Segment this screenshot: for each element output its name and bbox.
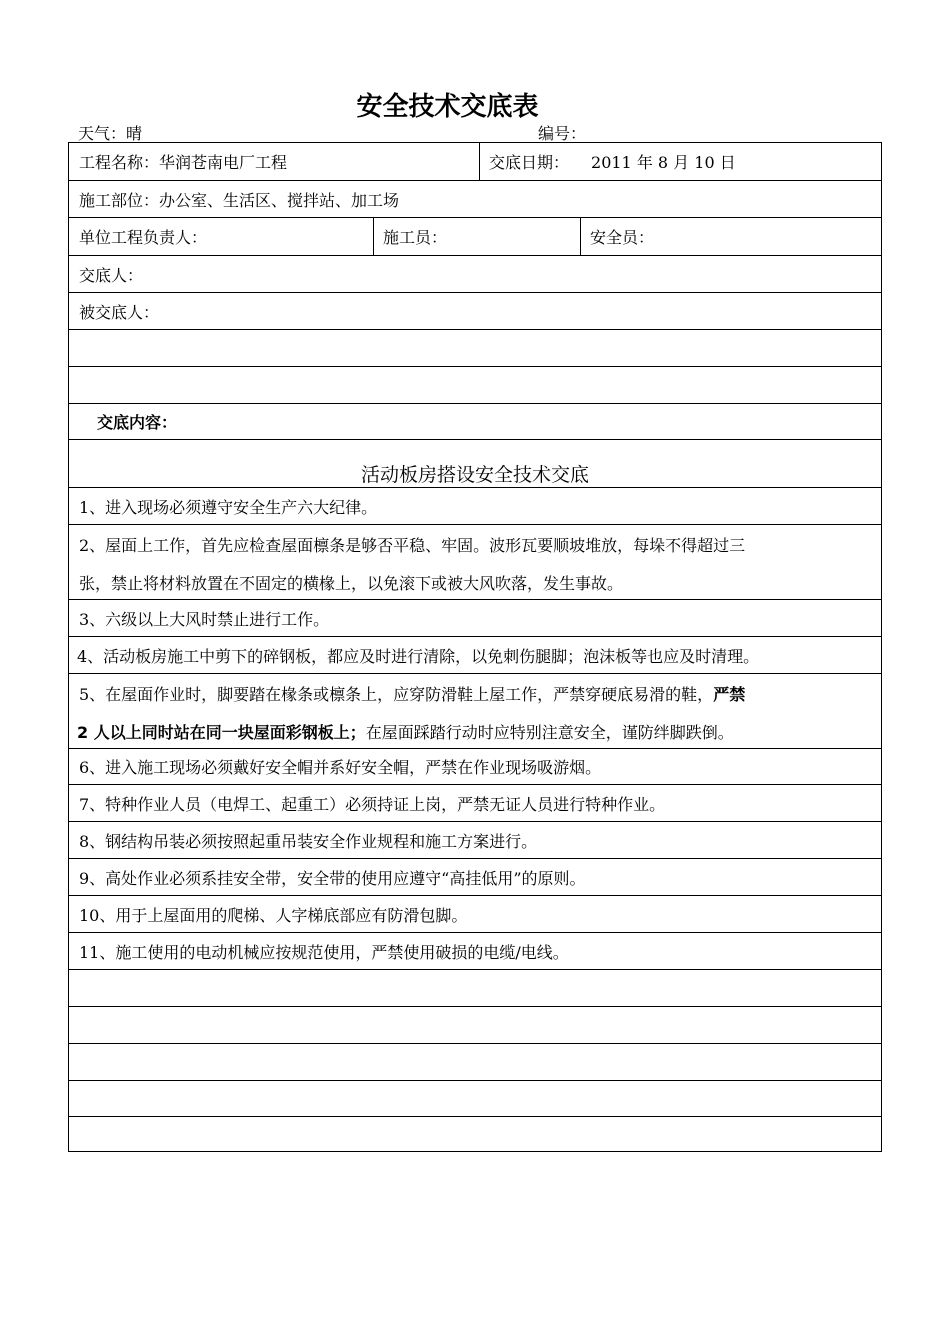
row-personnel [69, 217, 881, 255]
weather-label: 天气：晴 [78, 124, 143, 143]
list-item [69, 821, 881, 858]
location-cell: 施工部位：办公室、生活区、搅拌站、加工场 [79, 190, 400, 210]
list-item [69, 895, 881, 932]
empty-row [69, 1043, 881, 1080]
item-3: 3、六级以上大风时禁止进行工作。 [79, 609, 330, 629]
item-11: 11、施工使用的电动机械应按规范使用，严禁使用破损的电缆/电线。 [79, 942, 569, 962]
empty-row [69, 1116, 881, 1151]
list-item [69, 487, 881, 524]
unit-leader-cell: 单位工程负责人： [79, 228, 208, 247]
list-item [69, 858, 881, 895]
empty-row [69, 1080, 881, 1116]
empty-row [69, 969, 881, 1006]
date-label: 交底日期： [489, 153, 570, 172]
item-5-line-1 [79, 682, 745, 705]
item-8: 8、钢结构吊装必须按照起重吊装安全作业规程和施工方案进行。 [79, 831, 538, 851]
constructor-cell: 施工员： [383, 228, 448, 247]
empty-row [69, 366, 881, 403]
item-4: 4、活动板房施工中剪下的碎钢板，都应及时进行清除，以免刺伤腿脚；泡沫板等也应及时清理。 [77, 646, 760, 666]
list-item [69, 784, 881, 821]
item-5-bold-b: 2 人以上同时站在同一块屋面彩钢板上； [77, 723, 366, 742]
item-2-line-1: 2、屋面上工作，首先应检查屋面檩条是够否平稳、牢固。波形瓦要顺坡堆放，每垛不得超过三 [79, 536, 746, 555]
item-10: 10、用于上屋面用的爬梯、人字梯底部应有防滑包脚。 [79, 905, 468, 925]
empty-row [69, 1006, 881, 1043]
recipient-cell: 被交底人： [79, 302, 160, 322]
row-location [69, 180, 881, 217]
list-item [69, 748, 881, 784]
serial-number-label: 编号： [538, 124, 587, 143]
briefing-table [68, 142, 882, 1152]
date-cell [479, 143, 883, 180]
presenter-cell: 交底人： [79, 265, 144, 285]
row-presenter [69, 255, 881, 292]
safety-officer-cell: 安全员： [590, 228, 655, 247]
list-item [69, 932, 881, 969]
list-item [69, 599, 881, 636]
list-item [69, 673, 881, 748]
item-5-bold-a: 严禁 [713, 685, 746, 704]
item-2-line-2: 张，禁止将材料放置在不固定的横椽上，以免滚下或被大风吹落，发生事故。 [79, 574, 624, 593]
content-label: 交底内容： [97, 413, 178, 432]
item-5-line-2 [77, 720, 734, 743]
item-9: 9、高处作业必须系挂安全带，安全带的使用应遵守“高挂低用”的原则。 [79, 868, 586, 888]
list-item [69, 524, 881, 599]
document-title: 安全技术交底表 [356, 92, 539, 122]
item-1: 1、进入现场必须遵守安全生产六大纪律。 [79, 497, 378, 517]
item-5-text-b: 在屋面踩踏行动时应特别注意安全，谨防绊脚跌倒。 [365, 723, 734, 742]
item-5-text-a: 5、在屋面作业时，脚要踏在椽条或檩条上，应穿防滑鞋上屋工作，严禁穿硬底易滑的鞋， [79, 685, 714, 704]
row-recipient [69, 292, 881, 329]
date-value: 2011 年 8 月 10 日 [591, 153, 736, 172]
row-content-label [69, 403, 881, 439]
list-item [69, 636, 881, 673]
row-project [69, 143, 881, 180]
project-name-cell: 工程名称：华润苍南电厂工程 [79, 153, 288, 172]
briefing-subtitle: 活动板房搭设安全技术交底 [360, 464, 589, 486]
empty-row [69, 329, 881, 366]
row-subtitle [69, 439, 881, 487]
item-7: 7、特种作业人员（电焊工、起重工）必须持证上岗，严禁无证人员进行特种作业。 [79, 794, 666, 814]
item-6: 6、进入施工现场必须戴好安全帽并系好安全帽，严禁在作业现场吸游烟。 [79, 758, 602, 777]
